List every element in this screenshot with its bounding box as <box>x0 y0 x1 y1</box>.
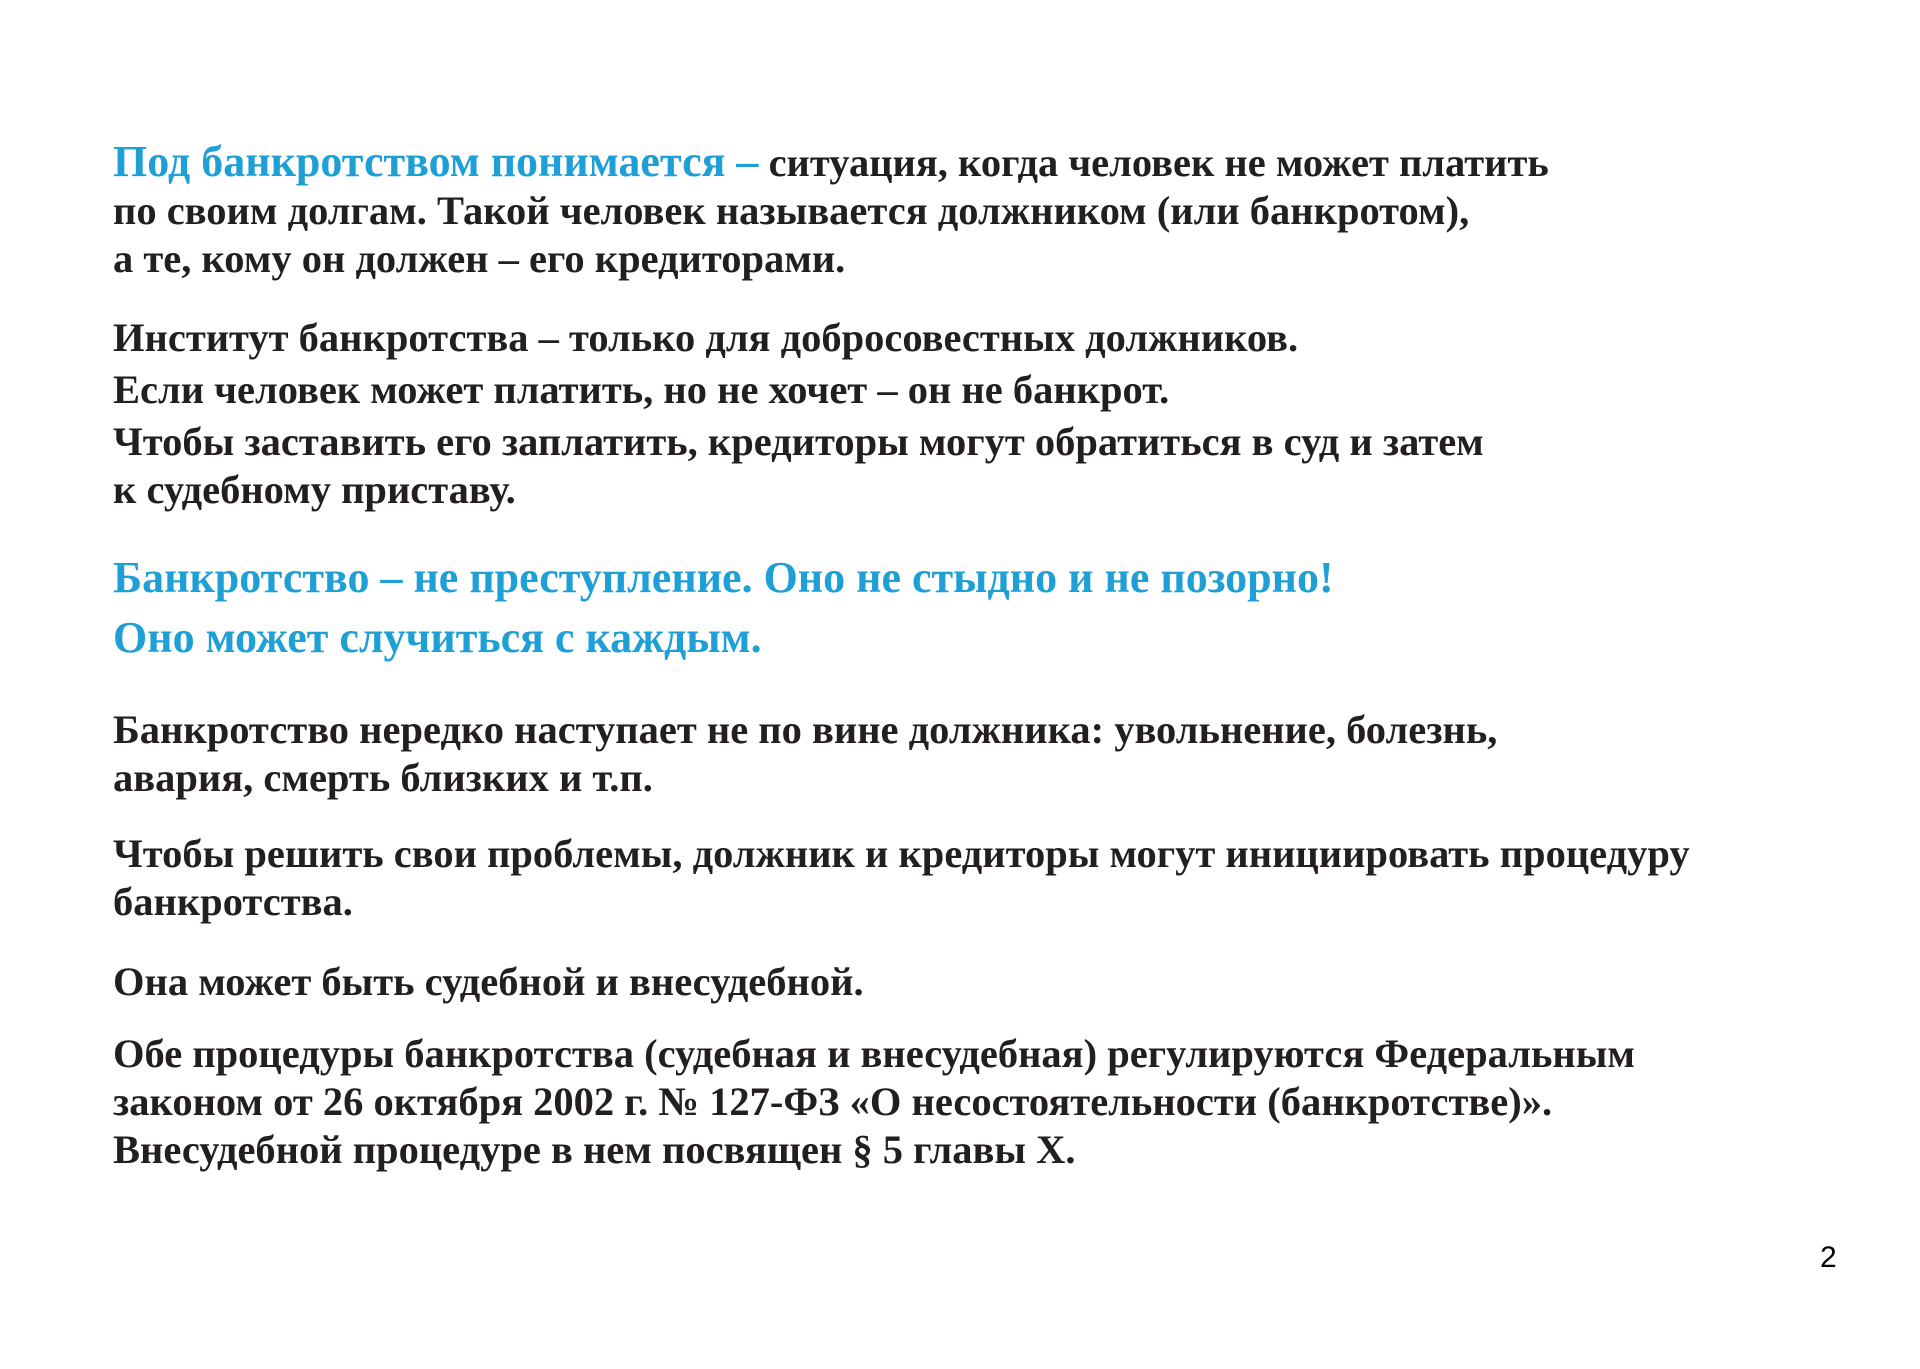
law-line-3: Внесудебной процедуре в нем посвящен § 5 главы X. <box>113 1127 1076 1172</box>
law-line-2: законом от 26 октября 2002 г. № 127-ФЗ «О несостоятельности (банкротстве)». <box>113 1079 1553 1124</box>
intro-paragraph <box>113 138 1549 283</box>
causes-line-1: Банкротство нередко наступает не по вине должника: увольнение, болезнь, <box>113 707 1498 752</box>
procedure-line-1: Чтобы решить свои проблемы, должник и кредиторы могут инициировать процедуру <box>113 831 1690 876</box>
procedure-paragraph <box>113 830 1690 926</box>
highlight-paragraph <box>113 548 1334 668</box>
procedure-line-2: банкротства. <box>113 879 353 924</box>
law-paragraph <box>113 1030 1635 1174</box>
institute-line-4: к судебному приставу. <box>113 467 516 512</box>
intro-line-3: а те, кому он должен – его кредиторами. <box>113 236 846 281</box>
page-number: 2 <box>1820 1241 1837 1274</box>
intro-line-1-rest: ситуация, когда человек не может платить <box>758 140 1549 185</box>
highlight-line-1: Банкротство – не преступление. Оно не стыдно и не позорно! <box>113 553 1334 602</box>
types-line: Она может быть судебной и внесудебной. <box>113 959 864 1004</box>
intro-line-1 <box>113 138 1549 187</box>
institute-line-3: Чтобы заставить его заплатить, кредиторы могут обратиться в суд и затем <box>113 419 1484 464</box>
causes-paragraph <box>113 706 1497 802</box>
highlight-line-2: Оно может случиться с каждым. <box>113 613 762 662</box>
law-line-1: Обе процедуры банкротства (судебная и внесудебная) регулируются Федеральным <box>113 1031 1635 1076</box>
intro-line-2: по своим долгам. Такой человек называется должником (или банкротом), <box>113 188 1470 233</box>
institute-line-1: Институт банкротства – только для добросовестных должников. <box>113 315 1299 360</box>
causes-line-2: авария, смерть близких и т.п. <box>113 755 653 800</box>
institute-line-2: Если человек может платить, но не хочет – он не банкрот. <box>113 367 1170 412</box>
institute-paragraph <box>113 314 1484 514</box>
types-paragraph <box>113 958 864 1006</box>
intro-lead-term: Под банкротством понимается – <box>113 137 759 186</box>
